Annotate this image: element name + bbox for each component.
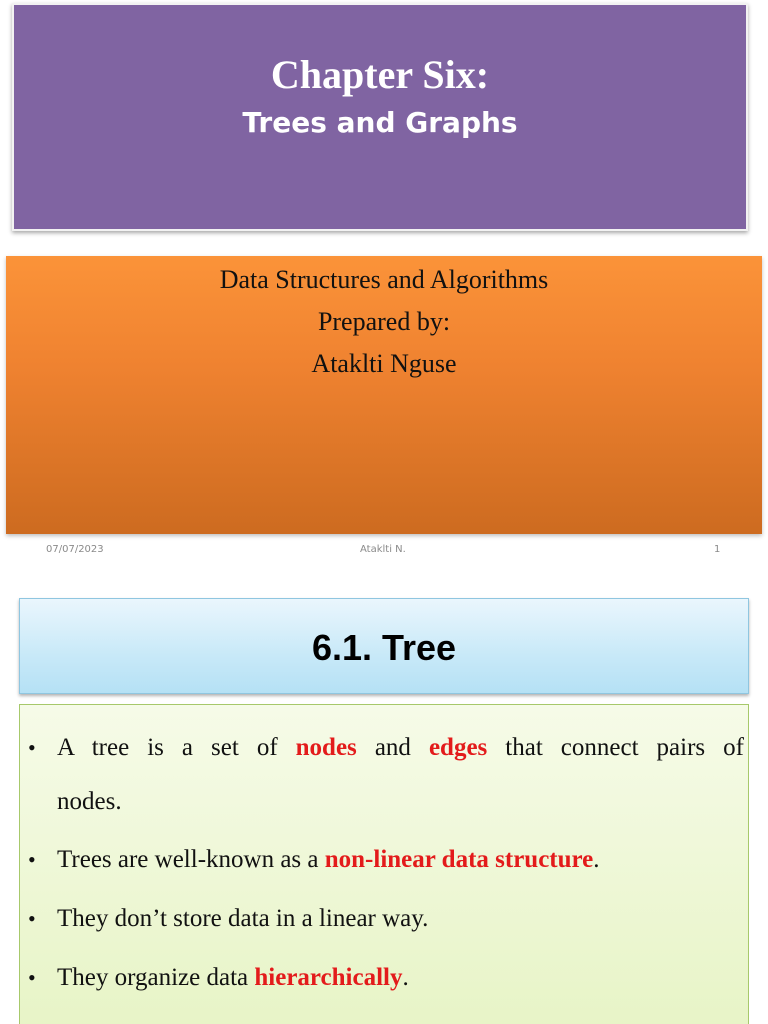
footer-page-number: 1 <box>714 544 721 555</box>
bullet-text-part: . <box>593 846 600 873</box>
bullet-content-box <box>19 704 749 1024</box>
bullet-dot-icon: • <box>28 847 36 872</box>
highlight-nodes: nodes <box>295 734 357 761</box>
footer-date: 07/07/2023 <box>46 544 104 555</box>
bullet-text-part: . <box>402 964 409 991</box>
bullet-line-continued: nodes. <box>57 788 122 815</box>
section-title-box <box>19 598 749 694</box>
bullet-text-part: Trees are well-known as a <box>57 846 325 873</box>
bullet-text-part: They organize data <box>57 964 255 991</box>
word: connect <box>560 734 639 761</box>
bullet-text: They don’t store data in a linear way. <box>57 905 429 932</box>
chapter-subtitle: Trees and Graphs <box>242 106 518 139</box>
chapter-title: Chapter Six: <box>270 52 490 97</box>
highlight-non-linear: non-linear data structure <box>324 846 594 873</box>
course-info-box <box>6 256 762 534</box>
word: set <box>211 734 239 761</box>
author-name: Ataklti Nguse <box>311 349 457 378</box>
word: that <box>505 734 543 761</box>
bullet-line <box>57 721 744 775</box>
chapter-title-box <box>12 3 748 231</box>
bullet-text <box>57 951 744 1005</box>
word: of <box>256 734 278 761</box>
word: a <box>181 734 193 761</box>
word: and <box>374 734 411 761</box>
bullet-text <box>57 833 744 887</box>
section-title: 6.1. Tree <box>311 627 457 668</box>
prepared-by-label: Prepared by: <box>317 307 451 336</box>
highlight-edges: edges <box>428 734 488 761</box>
bullet-dot-icon: • <box>28 965 36 990</box>
bullet-text <box>57 721 744 829</box>
course-name: Data Structures and Algorithms <box>219 265 549 294</box>
bullet-dot-icon: • <box>28 735 36 760</box>
word: is <box>147 734 164 761</box>
highlight-hierarchically: hierarchically <box>254 964 403 991</box>
slide-footer <box>0 544 768 558</box>
word: pairs <box>656 734 706 761</box>
word: A <box>57 734 74 761</box>
bullet-dot-icon: • <box>28 906 36 931</box>
word: tree <box>91 734 130 761</box>
footer-author: Ataklti N. <box>360 544 406 555</box>
word: of <box>723 734 744 761</box>
